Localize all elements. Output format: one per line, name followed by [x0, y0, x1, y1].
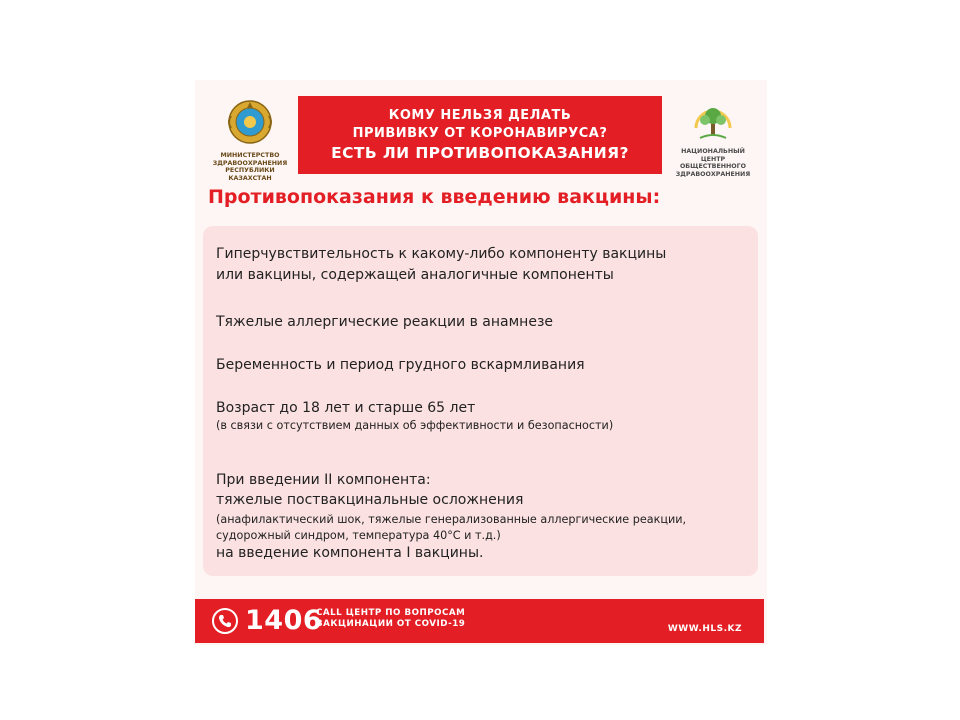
header-line-2: ПРИВИВКУ ОТ КОРОНАВИРУСА? [352, 126, 608, 141]
phone-icon [212, 608, 238, 634]
kazakhstan-emblem-icon [225, 98, 275, 146]
health-center-logo [668, 98, 758, 178]
item-age: Возраст до 18 лет и старше 65 лет [216, 400, 476, 416]
item-second-component-closing: на введение компонента I вакцины. [216, 545, 484, 561]
tree-logo-icon [690, 98, 736, 142]
section-title: Противопоказания к введению вакцины: [208, 186, 661, 208]
callcenter-line-2: ВАКЦИНАЦИИ ОТ COVID-19 [316, 619, 466, 629]
callcenter-text [316, 608, 465, 630]
item-second-component-note-2: судорожный синдром, температура 40°С и т.д.) [216, 529, 501, 542]
item-hypersensitivity-line-1: Гиперчувствительность к какому-либо компоненту вакцины [216, 246, 667, 262]
callcenter-line-1: CALL ЦЕНТР ПО ВОПРОСАМ [316, 608, 466, 618]
item-allergic-reactions: Тяжелые аллергические реакции в анамнезе [216, 314, 554, 330]
item-hypersensitivity-line-2: или вакцины, содержащей аналогичные компоненты [216, 267, 614, 283]
hotline-number: 1406 [245, 605, 323, 636]
footer-banner [195, 599, 764, 643]
health-center-caption: НАЦИОНАЛЬНЫЙ ЦЕНТР ОБЩЕСТВЕННОГО ЗДРАВООХРАНЕНИЯ [675, 148, 751, 178]
item-second-component-note-1: (анафилактический шок, тяжелые генерализованные аллергические реакции, [216, 513, 687, 526]
website-link[interactable]: WWW.HLS.KZ [667, 624, 742, 634]
item-second-component-heading: При введении II компонента: [216, 472, 431, 488]
item-second-component-complications: тяжелые поствакцинальные осложнения [216, 492, 524, 508]
ministry-logo [205, 98, 295, 182]
header-line-1: КОМУ НЕЛЬЗЯ ДЕЛАТЬ [388, 108, 572, 123]
ministry-caption: МИНИСТЕРСТВО ЗДРАВООХРАНЕНИЯ РЕСПУБЛИКИ КАЗАХСТАН [212, 152, 288, 182]
item-pregnancy: Беременность и период грудного вскармливания [216, 357, 585, 373]
header-banner [298, 96, 662, 174]
header-line-3: ЕСТЬ ЛИ ПРОТИВОПОКАЗАНИЯ? [331, 144, 629, 162]
item-age-note: (в связи с отсутствием данных об эффективности и безопасности) [216, 419, 614, 432]
